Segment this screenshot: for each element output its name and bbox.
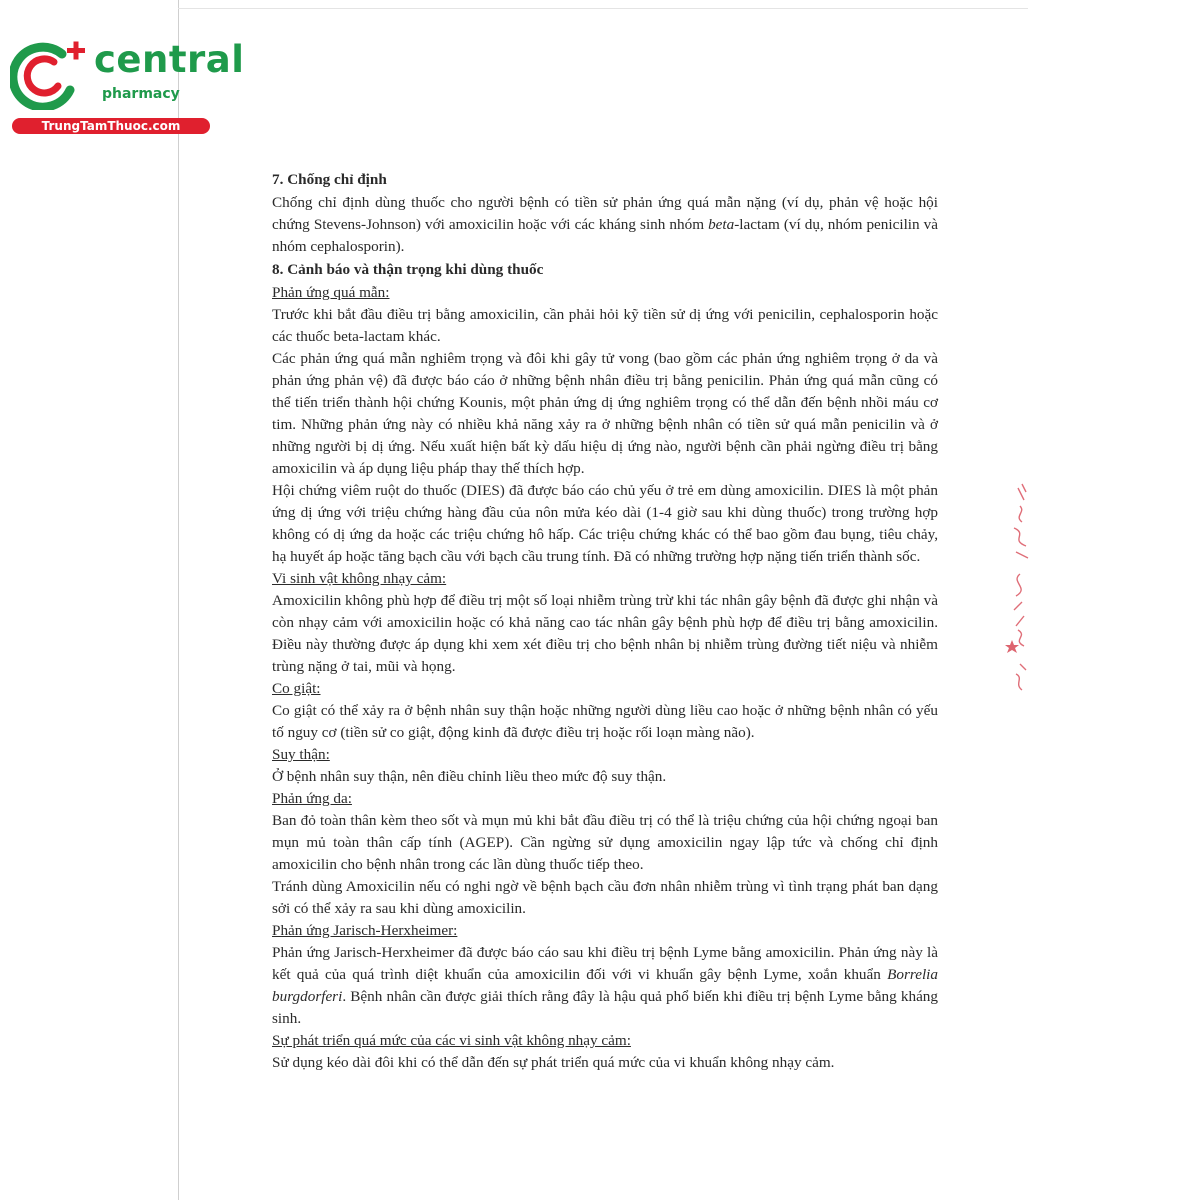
logo-subtitle: pharmacy (102, 86, 180, 102)
text-segment: . Bệnh nhân cần được giải thích rằng đây là hậu quả phổ biến khi điều trị bệnh Lyme bằng kháng sinh. (272, 988, 938, 1027)
text-segment: Chống chỉ định dùng thuốc cho người bệnh có tiền sử phản ứng quá mẫn nặng (ví dụ, phản vệ hoặc hội chứng Stevens-Johnson) với amoxicilin hoặc với các kháng sinh nhóm (272, 194, 938, 233)
paragraph: Tránh dùng Amoxicilin nếu có nghi ngờ về bệnh bạch cầu đơn nhân nhiễm trùng vì tình trạng phát ban dạng sởi có thể xảy ra sau khi dùng amoxicilin. (272, 878, 938, 917)
section-8-heading: 8. Cảnh báo và thận trọng khi dùng thuốc (272, 261, 544, 278)
subheading-jarisch: Phản ứng Jarisch-Herxheimer: (272, 922, 458, 939)
subheading-overgrowth: Sự phát triển quá mức của các vi sinh vật không nhạy cảm: (272, 1032, 631, 1049)
logo-mark-icon (10, 38, 90, 110)
italic-term: beta (708, 216, 735, 233)
paragraph: Trước khi bắt đầu điều trị bằng amoxicilin, cần phải hỏi kỹ tiền sử dị ứng với penicilin, cephalosporin hoặc các thuốc beta-lactam khác. (272, 306, 938, 345)
section-7-heading: 7. Chống chỉ định (272, 171, 387, 188)
paragraph: Ở bệnh nhân suy thận, nên điều chỉnh liều theo mức độ suy thận. (272, 768, 667, 785)
section-7-paragraph (272, 192, 938, 258)
document-body (272, 168, 938, 1074)
paragraph: Ban đỏ toàn thân kèm theo sốt và mụn mủ khi bắt đầu điều trị có thể là triệu chứng của hội chứng ngoại ban mụn mủ toàn thân cấp tính (AGEP). Cần ngừng sử dụng amoxicilin ngay lập tức và chống chỉ định amoxicilin cho bệnh nhân trong các lần dùng thuốc tiếp theo. (272, 812, 938, 873)
pharmacy-logo[interactable] (10, 36, 245, 136)
page-edge (178, 0, 179, 1200)
logo-name: central (94, 38, 245, 81)
subheading-non-susceptible: Vi sinh vật không nhạy cảm: (272, 570, 447, 587)
italic-term: Borrelia burgdorferi (272, 966, 938, 1005)
page-top-edge (178, 8, 1028, 9)
subheading-skin: Phản ứng da: (272, 790, 352, 807)
paragraph: Các phản ứng quá mẫn nghiêm trọng và đôi khi gây tử vong (bao gồm các phản ứng nghiêm trọng ở da và phản ứng phản vệ) đã được báo cáo ở những bệnh nhân điều trị bằng penicilin. Phản ứng quá mẫn cũng có thể tiến triển thành hội chứng Kounis, một phản ứng dị ứng nghiêm trọng có thể dẫn đến bệnh nhồi máu cơ tim. Những phản ứng này có nhiều khả năng xảy ra ở những bệnh nhân có tiền sử quá mẫn penicilin và ở những người bị dị ứng. Nếu xuất hiện bất kỳ dấu hiệu dị ứng nào, người bệnh cần phải ngừng điều trị bằng amoxicilin và áp dụng liệu pháp thay thế thích hợp. (272, 350, 938, 477)
text-segment: Phản ứng Jarisch-Herxheimer đã được báo cáo sau khi điều trị bệnh Lyme bằng amoxicilin. Phản ứng này là kết quả của quá trình diệt khuẩn của amoxicilin đối với vi khuẩn gây bệnh Lyme, xoắn khuẩn (272, 944, 938, 983)
subheading-convulsions: Co giật: (272, 680, 321, 697)
paragraph: Hội chứng viêm ruột do thuốc (DIES) đã được báo cáo chủ yếu ở trẻ em dùng amoxicilin. DIES là một phản ứng dị ứng với triệu chứng hàng đầu của nôn mửa kéo dài (1-4 giờ sau khi dùng thuốc) trong trường hợp không có dị ứng da hoặc các triệu chứng hô hấp. Các triệu chứng khác có thể bao gồm đau bụng, tiêu chảy, hạ huyết áp hoặc tăng bạch cầu với bạch cầu trung tính. Đã có những trường hợp nặng tiến triển thành sốc. (272, 482, 938, 565)
paragraph: Amoxicilin không phù hợp để điều trị một số loại nhiễm trùng trừ khi tác nhân gây bệnh đã được ghi nhận và còn nhạy cảm với amoxicilin hoặc có khả năng cao tác nhân gây bệnh phù hợp để điều trị bằng amoxicilin. Điều này thường được áp dụng khi xem xét điều trị cho bệnh nhân bị nhiễm trùng đường tiết niệu và nhiễm trùng nặng ở tai, mũi và họng. (272, 592, 938, 675)
subheading-renal: Suy thận: (272, 746, 330, 763)
subheading-hypersensitivity: Phản ứng quá mẫn: (272, 284, 390, 301)
paragraph (272, 942, 938, 1030)
paragraph: Co giật có thể xảy ra ở bệnh nhân suy thận hoặc những người dùng liều cao hoặc ở những bệnh nhân có yếu tố nguy cơ (tiền sử co giật, động kinh đã được điều trị hoặc rối loạn màng não). (272, 702, 938, 741)
paragraph: Sử dụng kéo dài đôi khi có thể dẫn đến sự phát triển quá mức của vi khuẩn không nhạy cảm. (272, 1054, 835, 1071)
logo-url-badge[interactable]: TrungTamThuoc.com (12, 118, 210, 134)
text-segment: -lactam (ví dụ, nhóm penicilin và nhóm cephalosporin). (272, 216, 938, 255)
red-stamp-signature-icon (1000, 478, 1040, 693)
